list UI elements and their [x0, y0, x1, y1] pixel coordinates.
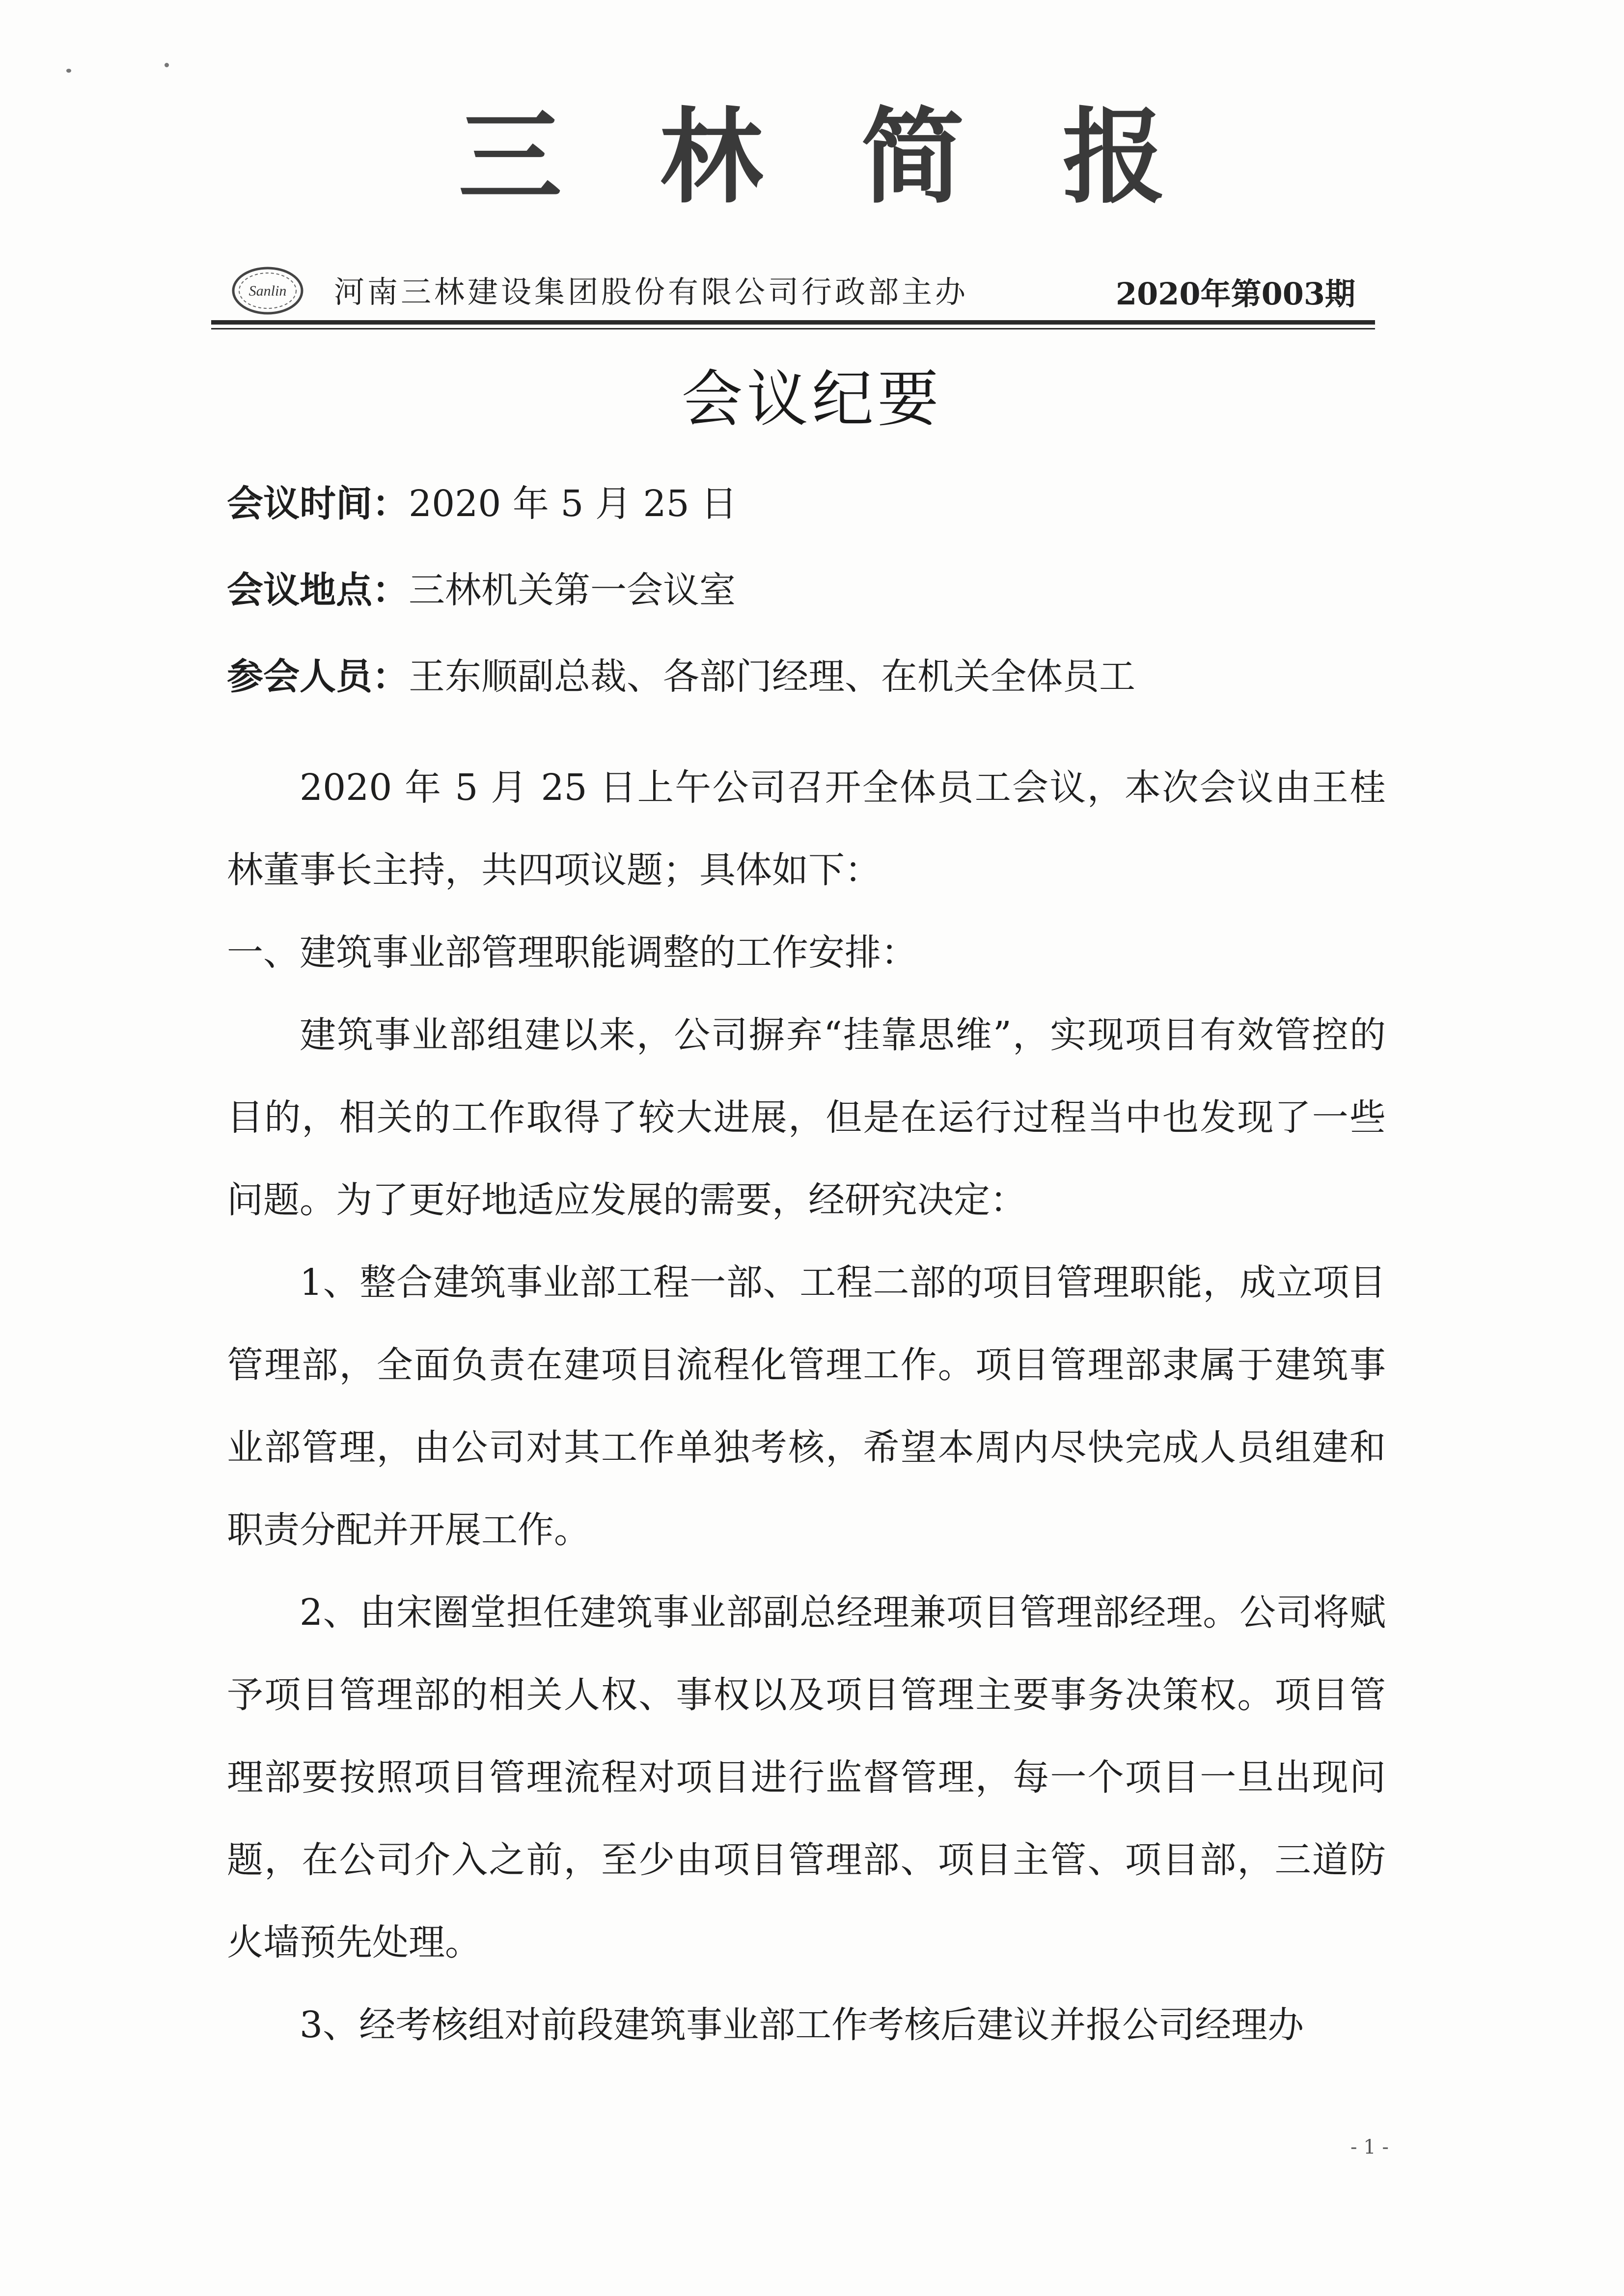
- publisher-row: [216, 265, 1365, 324]
- meeting-attendees-value: 王东顺副总裁、各部门经理、在机关全体员工: [409, 656, 1135, 698]
- meeting-attendees: [227, 655, 1135, 699]
- company-logo: [231, 265, 304, 317]
- publisher-text: 河南三林建设集团股份有限公司行政部主办: [334, 274, 969, 310]
- page-number: - 1 -: [1350, 2136, 1389, 2159]
- meeting-time: [227, 482, 737, 526]
- section-heading-1: 一、建筑事业部管理职能调整的工作安排：: [227, 931, 917, 974]
- paragraph-item-1: 1、整合建筑事业部工程一部、工程二部的项目管理职能，成立项目管理部，全面负责在建项目流程化管理工作。项目管理部隶属于建筑事业部管理，由公司对其工作单独考核，希望本周内尽快完成人员组建和职责分配并开展工作。: [227, 1261, 1386, 1551]
- meeting-attendees-label: 参会人员：: [227, 656, 409, 698]
- meeting-location-value: 三林机关第一会议室: [409, 569, 736, 611]
- paragraph-item-2: 2、由宋圈堂担任建筑事业部副总经理兼项目管理部经理。公司将赋予项目管理部的相关人权、事权以及项目管理主要事务决策权。项目管理部要按照项目管理流程对项目进行监督管理，每一个项目一旦出现问题，在公司介入之前，至少由项目管理部、项目主管、项目部，三道防火墙预先处理。: [227, 1591, 1386, 1964]
- header-rule-thin: [211, 328, 1375, 329]
- meeting-time-label: 会议时间：: [227, 483, 409, 525]
- paragraph-background: 建筑事业部组建以来，公司摒弃“挂靠思维”，实现项目有效管控的目的，相关的工作取得了较大进展，但是在运行过程当中也发现了一些问题。为了更好地适应发展的需要，经研究决定：: [227, 1014, 1386, 1221]
- paragraph-intro: 2020 年 5 月 25 日上午公司召开全体员工会议，本次会议由王桂林董事长主持，共四项议题；具体如下：: [227, 766, 1386, 891]
- scan-speck: [165, 63, 169, 67]
- meeting-location-label: 会议地点：: [227, 569, 409, 611]
- meeting-location: [227, 569, 736, 612]
- meeting-time-value: 2020 年 5 月 25 日: [409, 483, 738, 525]
- newsletter-masthead: 三林简报: [458, 96, 1264, 218]
- svg-text:Sanlin: Sanlin: [248, 283, 287, 299]
- issue-number: 2020年第003期: [1116, 276, 1355, 312]
- document-body: [227, 746, 1386, 2066]
- document-title: 会议纪要: [681, 364, 943, 435]
- scan-speck: [66, 69, 71, 73]
- header-rule-thick: [211, 320, 1375, 325]
- paragraph-item-3: 3、经考核组对前段建筑事业部工作考核后建议并报公司经理办: [300, 2004, 1304, 2046]
